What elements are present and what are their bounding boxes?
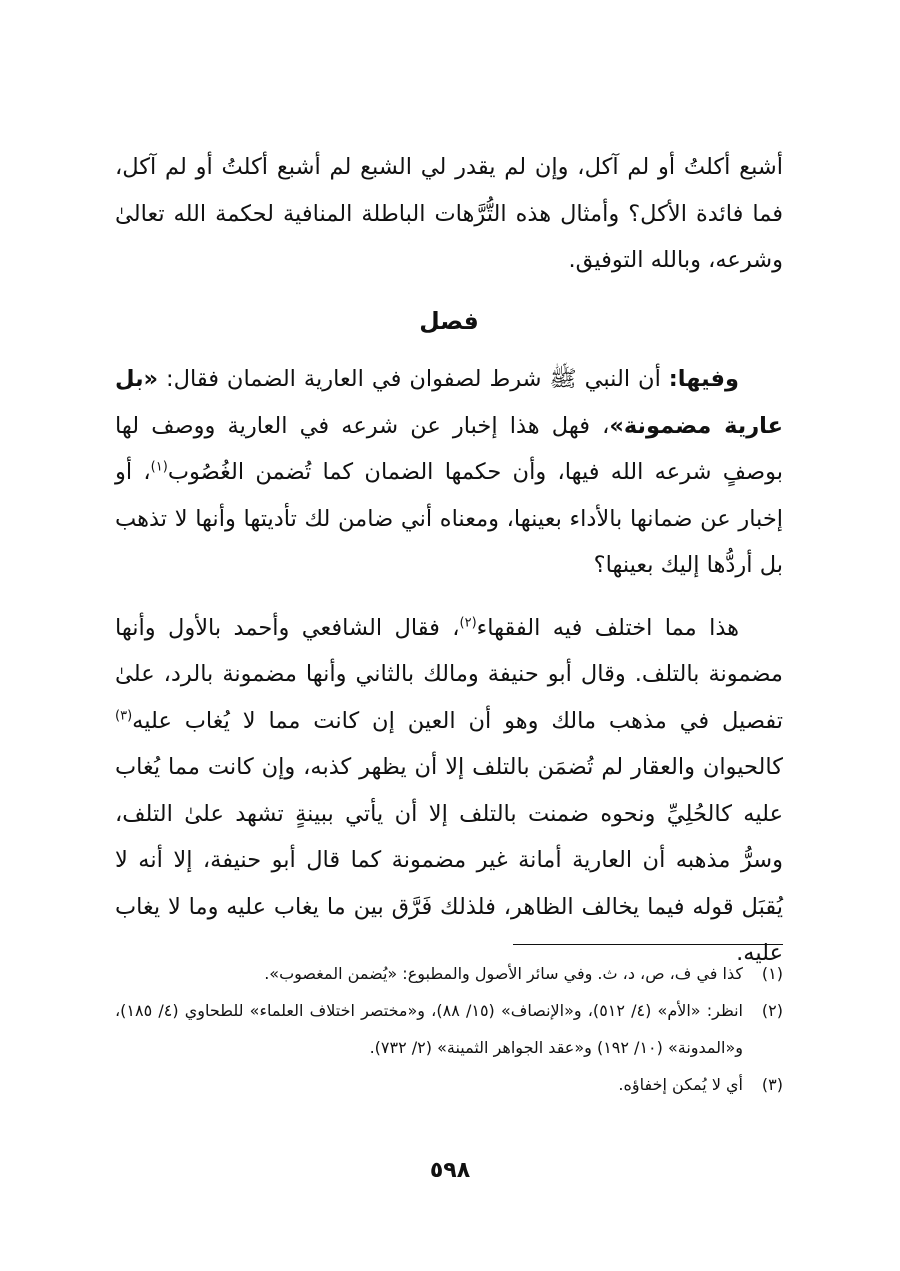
footnote-3 [115, 1066, 783, 1103]
footnote-ref-2[interactable]: (٢) [459, 615, 477, 630]
footnote-number: (٢) [761, 1001, 783, 1020]
paragraph-3-part-b: ، فقال الشافعي وأحمد بالأول وأنها مضمونة بالتلف. وقال أبو حنيفة ومالك بالثاني وأنها مضمونة بالرد، علىٰ تفصيل في مذهب مالك وهو أن العين إن كانت مما لا يُغاب عليه [115, 614, 783, 734]
footnote-separator [513, 944, 783, 945]
hadith-quote: «بل عارية مضمونة» [115, 366, 783, 439]
main-text [115, 144, 783, 977]
paragraph-3-part-c: كالحيوان والعقار لم تُضمَن بالتلف إلا أن يظهر كذبه، وإن كانت مما يُغاب عليه كالحُلِيِّ ونحوه ضمنت بالتلف إلا أن يأتي ببينةٍ تشهد علىٰ التلف، وسرُّ مذهبه أن العارية أمانة غير مضمونة كما قال أبو حنيفة، إلا أنه لا يُقبَل قوله فيما يخالف الظاهر، فلذلك فَرَّق بين ما يغاب عليه وما لا يغاب عليه. [115, 754, 783, 966]
paragraph-2-part-a: أن النبي ﷺ شرط لصفوان في العارية الضمان فقال: [158, 366, 669, 392]
footnote-text: كذا في ف، ص، د، ث. وفي سائر الأصول والمطبوع: «يُضمن المغصوب». [264, 964, 743, 983]
paragraph-1: أشبع أكلتُ أو لم آكل، وإن لم يقدر لي الشبع لم أشبع أكلتُ أو لم آكل، فما فائدة الأكل؟ وأمثال هذه التُّرَّهات الباطلة المنافية لحكمة الله تعالىٰ وشرعه، وبالله التوفيق. [115, 154, 783, 273]
footnote-number: (١) [761, 964, 783, 983]
paragraph-3 [115, 605, 783, 977]
paragraph-lead: وفيها: [668, 366, 739, 392]
section-heading: فصل [419, 306, 479, 335]
footnote-ref-1[interactable]: (١) [150, 459, 168, 475]
footnote-text: أي لا يُمكن إخفاؤه. [618, 1075, 743, 1094]
paragraph-2-part-b: ، فهل هذا إخبار عن شرعه في العارية ووصف لها بوصفٍ شرعه الله فيها، وأن حكمها الضمان كما تُضمن الغُصُوب [115, 412, 784, 485]
footnote-1 [115, 955, 783, 992]
footnote-text: انظر: «الأم» (٤/ ٥١٢)، و«الإنصاف» (١٥/ ٨٨)، و«مختصر اختلاف العلماء» للطحاوي (٤/ ١٨٥)، و«المدونة» (١٠/ ١٩٢) و«عقد الجواهر الثمينة» (٢/ ٧٣٢). [115, 1001, 743, 1057]
footnote-number: (٣) [761, 1075, 783, 1094]
paragraph-3-part-a: هذا مما اختلف فيه الفقهاء [476, 614, 739, 641]
paragraph-2-part-c: ، أو إخبار عن ضمانها بالأداء بعينها، ومعناه أني ضامن لك تأديتها وأنها لا تذهب بل أردُّها إليك بعينها؟ [115, 459, 783, 578]
footnote-2 [115, 992, 783, 1066]
paragraph-2 [115, 356, 783, 589]
footnote-ref-3[interactable]: (٣) [115, 708, 133, 723]
footnotes [115, 955, 783, 1103]
page-number: ٥٩٨ [429, 1158, 471, 1183]
